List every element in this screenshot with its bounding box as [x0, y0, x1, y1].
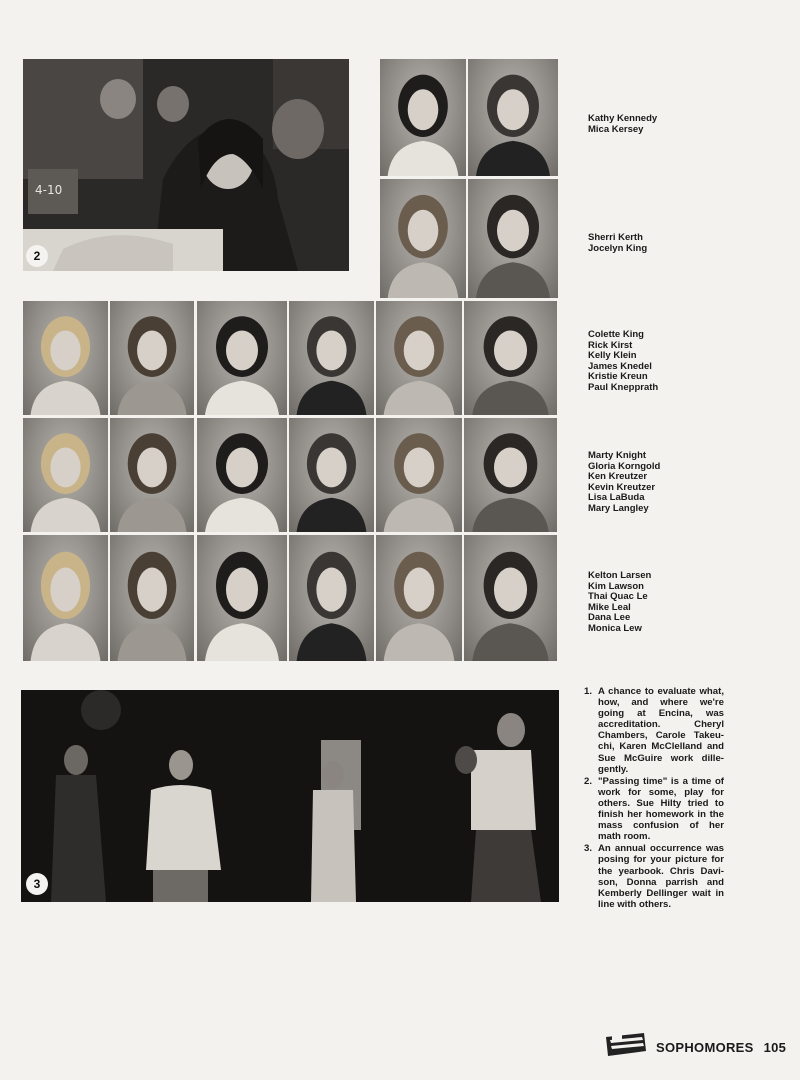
name-list	[588, 114, 657, 135]
photo-number-badge: 2	[26, 245, 48, 267]
portrait-figure	[380, 179, 466, 298]
student-name: Jocelyn King	[588, 242, 648, 254]
portrait	[380, 59, 466, 176]
caption-item	[584, 843, 724, 910]
portrait-figure	[468, 179, 558, 298]
portrait-figure	[23, 418, 108, 532]
hallway-photo-art	[21, 690, 559, 902]
student-name: Kim Lawson	[588, 580, 644, 592]
portrait-figure	[464, 418, 557, 532]
portrait	[197, 301, 287, 415]
student-name: Kathy Kennedy	[588, 113, 658, 124]
portrait	[464, 301, 557, 415]
page-footer	[656, 1040, 796, 1055]
caption-number: 1.	[584, 686, 593, 697]
classroom-photo	[23, 59, 349, 271]
page-number: 105	[763, 1040, 787, 1055]
portrait	[376, 535, 462, 661]
portrait-figure	[110, 418, 194, 532]
student-name: Dana Lee	[588, 612, 631, 624]
svg-text:4-10: 4-10	[35, 183, 63, 197]
portrait-figure	[289, 301, 374, 415]
portrait-figure	[464, 535, 557, 661]
portrait-figure	[110, 535, 194, 661]
student-name: Mica Kersey	[588, 123, 644, 135]
portrait	[380, 179, 466, 298]
portrait-figure	[376, 418, 462, 532]
student-name: Lisa LaBuda	[588, 492, 645, 504]
name-list	[588, 233, 647, 254]
section-title: SOPHOMORES	[656, 1040, 754, 1055]
portrait	[464, 535, 557, 661]
portrait-figure	[197, 418, 287, 532]
student-name: Colette King	[588, 329, 644, 340]
student-name: Monica Lew	[588, 622, 642, 634]
portrait	[289, 418, 374, 532]
portrait-figure	[289, 418, 374, 532]
portrait	[23, 301, 108, 415]
caption-number: 2.	[584, 775, 593, 787]
student-name: Paul Knepprath	[588, 381, 659, 393]
portrait	[289, 301, 374, 415]
portrait-figure	[197, 301, 287, 415]
caption-item	[584, 776, 724, 843]
portrait	[23, 418, 108, 532]
portrait	[464, 418, 557, 532]
caption-item	[584, 686, 724, 775]
portrait-figure	[464, 301, 557, 415]
student-name: Kevin Kreutzer	[588, 481, 656, 493]
student-name: Kristie Kreun	[588, 371, 648, 383]
student-name: James Knedel	[588, 360, 652, 372]
portrait-figure	[376, 301, 462, 415]
portrait-figure	[23, 301, 108, 415]
student-name: Mary Langley	[588, 502, 649, 514]
hallway-photo	[21, 690, 559, 902]
classroom-photo-art	[23, 59, 349, 271]
portrait	[197, 418, 287, 532]
portrait	[197, 535, 287, 661]
student-name: Marty Knight	[588, 450, 647, 461]
student-name: Kelton Larsen	[588, 570, 652, 581]
portrait	[110, 301, 194, 415]
caption-number: 3.	[584, 843, 593, 855]
name-list	[588, 571, 651, 635]
portrait	[376, 418, 462, 532]
student-name: Gloria Korngold	[588, 460, 661, 472]
portrait-figure	[468, 59, 558, 176]
portrait-figure	[197, 535, 287, 661]
flag-icon	[604, 1031, 648, 1059]
portrait	[376, 301, 462, 415]
portrait	[468, 179, 558, 298]
portrait	[110, 535, 194, 661]
portrait-figure	[376, 535, 462, 661]
student-name: Thai Quac Le	[588, 591, 648, 603]
photo-number-badge: 3	[26, 873, 48, 895]
portrait-figure	[380, 59, 466, 176]
name-list	[588, 330, 658, 394]
caption-text: An annual occurrence was posing for your picture for the yearbook. Chris Davi-son, Donna parrish and Kemberly Dellinger wait in line with others.	[598, 843, 724, 910]
portrait	[23, 535, 108, 661]
caption-text: "Passing time" is a time of work for some, play for others. Sue Hilty tried to finish her homework in the mass confusion of her math room.	[598, 775, 724, 843]
portrait	[289, 535, 374, 661]
photo-captions	[584, 686, 724, 911]
portrait-figure	[289, 535, 374, 661]
student-name: Sherri Kerth	[588, 232, 643, 243]
portrait-figure	[23, 535, 108, 661]
student-name: Kelly Klein	[588, 350, 637, 362]
portrait	[468, 59, 558, 176]
student-name: Mike Leal	[588, 601, 631, 613]
portrait-figure	[110, 301, 194, 415]
student-name: Rick Kirst	[588, 339, 633, 351]
name-list	[588, 451, 660, 515]
portrait	[110, 418, 194, 532]
caption-text: A chance to evaluate what, how, and where we're going at Encina, was accreditation. Cheryl Chambers, Carole Takeu-chi, Karen McClelland and Sue McGuire work dille-gently.	[598, 686, 724, 775]
student-name: Ken Kreutzer	[588, 471, 648, 483]
